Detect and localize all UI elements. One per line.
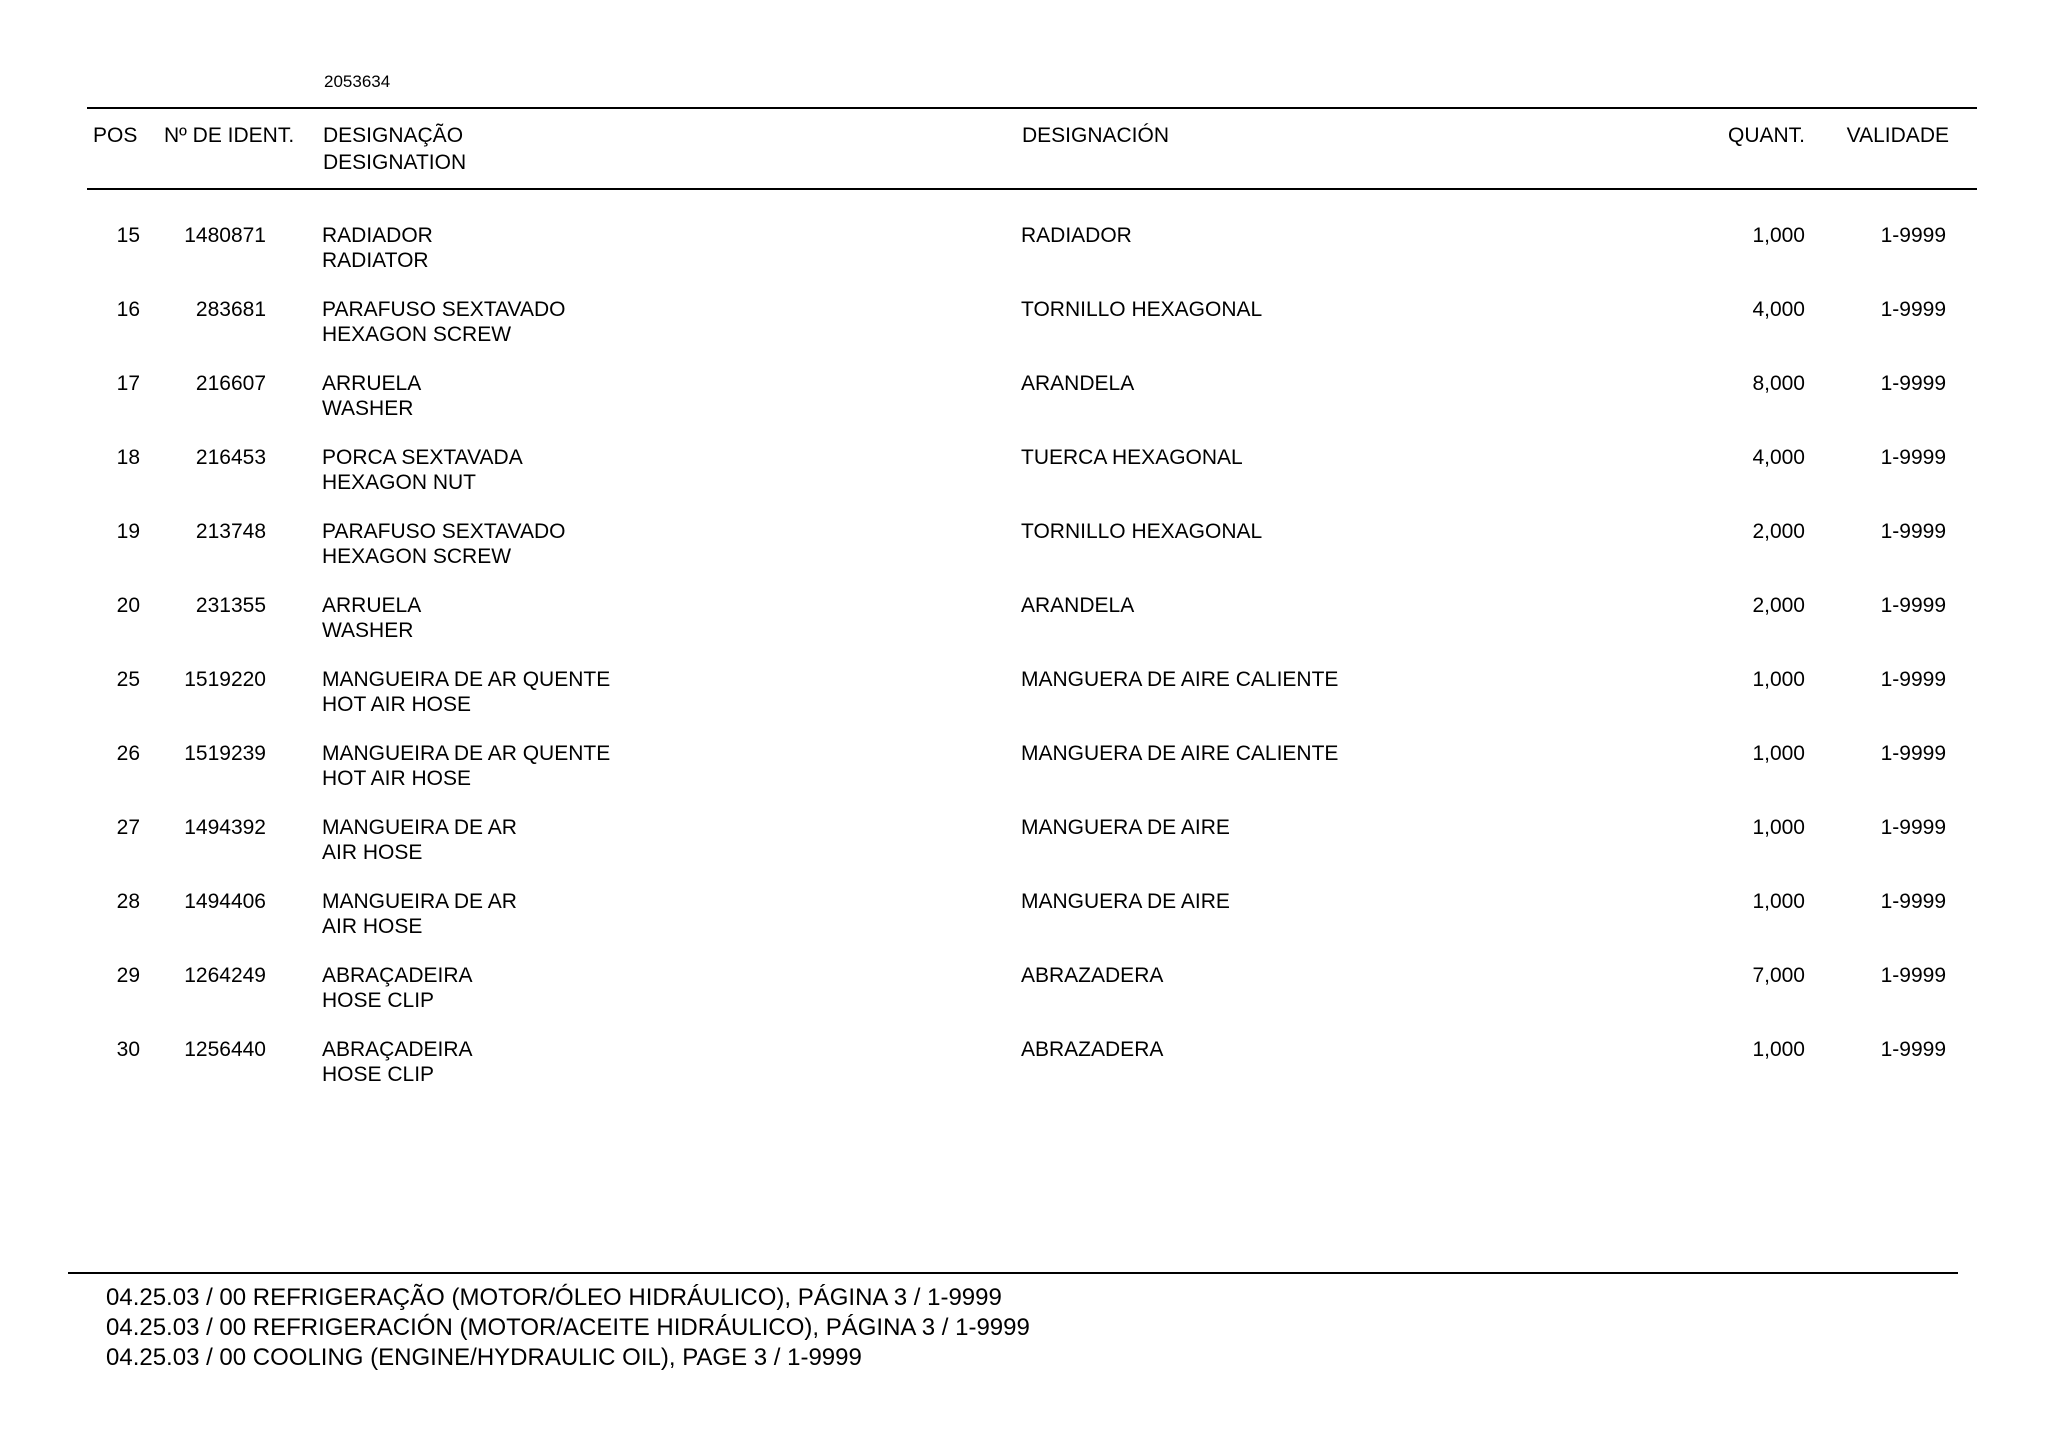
row-pos: 16	[116, 298, 140, 321]
row-pos: 25	[116, 668, 140, 691]
row-ident: 231355	[195, 594, 266, 617]
row-designation-es: MANGUERA DE AIRE CALIENTE	[1021, 742, 1339, 765]
row-quantity: 2,000	[1752, 594, 1805, 617]
row-ident: 1256440	[184, 1038, 266, 1061]
row-ident: 1519220	[184, 668, 266, 691]
column-header-pos: POS	[93, 124, 138, 147]
row-designation-es: RADIADOR	[1021, 224, 1132, 247]
header-bottom-rule	[87, 188, 1977, 190]
table-row	[0, 741, 2048, 815]
row-designation	[322, 1037, 473, 1087]
row-designation-pt: ARRUELA	[322, 594, 422, 617]
column-header-quantity: QUANT.	[1727, 124, 1805, 147]
row-quantity: 8,000	[1752, 372, 1805, 395]
header-top-rule	[87, 107, 1977, 109]
row-designation	[322, 297, 566, 347]
table-row	[0, 223, 2048, 297]
table-row	[0, 519, 2048, 593]
row-designation-es: ARANDELA	[1021, 594, 1135, 617]
row-validity: 1-9999	[1880, 816, 1946, 839]
row-ident: 216607	[195, 372, 266, 395]
row-designation-pt: ARRUELA	[322, 372, 422, 395]
row-validity: 1-9999	[1880, 964, 1946, 987]
table-row	[0, 1037, 2048, 1111]
row-pos: 28	[116, 890, 140, 913]
row-designation-en: WASHER	[322, 397, 414, 420]
row-designation-es: TUERCA HEXAGONAL	[1021, 446, 1243, 469]
row-designation-pt: RADIADOR	[322, 224, 433, 247]
row-validity: 1-9999	[1880, 668, 1946, 691]
row-designation	[322, 371, 421, 421]
footer-line-en: 04.25.03 / 00 COOLING (ENGINE/HYDRAULIC OIL), PAGE 3 / 1-9999	[106, 1344, 862, 1371]
row-validity: 1-9999	[1880, 594, 1946, 617]
row-designation-en: WASHER	[322, 619, 414, 642]
row-designation-pt: ABRAÇADEIRA	[322, 964, 473, 987]
footer-rule	[68, 1272, 1958, 1274]
row-quantity: 1,000	[1752, 1038, 1805, 1061]
row-designation-es: MANGUERA DE AIRE	[1021, 890, 1230, 913]
row-designation-pt: MANGUEIRA DE AR QUENTE	[322, 742, 611, 765]
column-header-designation	[323, 122, 466, 176]
table-row	[0, 889, 2048, 963]
column-header-designation-es: DESIGNACIÓN	[1022, 124, 1170, 147]
table-row	[0, 593, 2048, 667]
row-designation-pt: PARAFUSO SEXTAVADO	[322, 520, 566, 543]
row-ident: 1494406	[184, 890, 266, 913]
page-footer	[106, 1283, 1030, 1373]
row-pos: 17	[116, 372, 140, 395]
table-row	[0, 667, 2048, 741]
row-quantity: 1,000	[1752, 668, 1805, 691]
column-header-ident: Nº DE IDENT.	[164, 124, 295, 147]
row-pos: 15	[116, 224, 140, 247]
row-designation	[322, 445, 523, 495]
row-validity: 1-9999	[1880, 372, 1946, 395]
row-quantity: 1,000	[1752, 224, 1805, 247]
row-designation	[322, 667, 610, 717]
column-header-designation-pt: DESIGNAÇÃO	[323, 124, 464, 147]
row-designation-es: TORNILLO HEXAGONAL	[1021, 520, 1263, 543]
row-pos: 26	[116, 742, 140, 765]
row-ident: 216453	[195, 446, 266, 469]
table-row	[0, 815, 2048, 889]
row-pos: 18	[116, 446, 140, 469]
row-ident: 283681	[195, 298, 266, 321]
row-validity: 1-9999	[1880, 298, 1946, 321]
row-designation-es: MANGUERA DE AIRE CALIENTE	[1021, 668, 1339, 691]
row-designation-pt: MANGUEIRA DE AR	[322, 816, 517, 839]
row-designation-en: HOSE CLIP	[322, 989, 435, 1012]
footer-line-es: 04.25.03 / 00 REFRIGERACIÓN (MOTOR/ACEITE HIDRÁULICO), PÁGINA 3 / 1-9999	[106, 1314, 1030, 1341]
row-quantity: 4,000	[1752, 446, 1805, 469]
row-quantity: 2,000	[1752, 520, 1805, 543]
row-designation-pt: MANGUEIRA DE AR	[322, 890, 517, 913]
row-validity: 1-9999	[1880, 742, 1946, 765]
row-designation-en: HOT AIR HOSE	[322, 767, 471, 790]
row-designation	[322, 741, 610, 791]
row-designation-pt: PORCA SEXTAVADA	[322, 446, 523, 469]
row-designation-en: RADIATOR	[322, 249, 429, 272]
row-ident: 213748	[195, 520, 266, 543]
row-pos: 27	[116, 816, 140, 839]
row-designation-es: ABRAZADERA	[1021, 964, 1164, 987]
row-ident: 1494392	[184, 816, 266, 839]
row-pos: 30	[116, 1038, 140, 1061]
row-designation-en: HEXAGON SCREW	[322, 323, 512, 346]
row-designation-pt: ABRAÇADEIRA	[322, 1038, 473, 1061]
row-ident: 1264249	[184, 964, 266, 987]
row-designation-pt: MANGUEIRA DE AR QUENTE	[322, 668, 611, 691]
row-designation-es: MANGUERA DE AIRE	[1021, 816, 1230, 839]
row-quantity: 1,000	[1752, 890, 1805, 913]
row-validity: 1-9999	[1880, 224, 1946, 247]
row-designation-es: ABRAZADERA	[1021, 1038, 1164, 1061]
column-header-designation-en: DESIGNATION	[323, 151, 467, 174]
row-quantity: 1,000	[1752, 742, 1805, 765]
row-designation-pt: PARAFUSO SEXTAVADO	[322, 298, 566, 321]
row-designation	[322, 223, 433, 273]
table-row	[0, 963, 2048, 1037]
row-quantity: 4,000	[1752, 298, 1805, 321]
column-header-validity: VALIDADE	[1846, 124, 1949, 147]
row-designation-en: HOSE CLIP	[322, 1063, 435, 1086]
row-designation-en: HEXAGON NUT	[322, 471, 477, 494]
row-designation	[322, 519, 566, 569]
parts-table-body	[0, 223, 2048, 1111]
row-validity: 1-9999	[1880, 890, 1946, 913]
row-designation	[322, 815, 517, 865]
row-designation-en: AIR HOSE	[322, 915, 423, 938]
row-pos: 20	[116, 594, 140, 617]
row-ident: 1519239	[184, 742, 266, 765]
table-row	[0, 371, 2048, 445]
row-ident: 1480871	[184, 224, 266, 247]
row-pos: 29	[116, 964, 140, 987]
footer-line-pt: 04.25.03 / 00 REFRIGERAÇÃO (MOTOR/ÓLEO HIDRÁULICO), PÁGINA 3 / 1-9999	[106, 1284, 1002, 1311]
row-quantity: 1,000	[1752, 816, 1805, 839]
row-validity: 1-9999	[1880, 520, 1946, 543]
table-row	[0, 297, 2048, 371]
row-validity: 1-9999	[1880, 1038, 1946, 1061]
row-designation	[322, 889, 517, 939]
row-designation-en: AIR HOSE	[322, 841, 423, 864]
row-designation-es: ARANDELA	[1021, 372, 1135, 395]
table-row	[0, 445, 2048, 519]
document-number: 2053634	[324, 72, 391, 91]
row-quantity: 7,000	[1752, 964, 1805, 987]
row-designation-en: HOT AIR HOSE	[322, 693, 471, 716]
row-designation	[322, 963, 473, 1013]
row-designation-en: HEXAGON SCREW	[322, 545, 512, 568]
row-designation-es: TORNILLO HEXAGONAL	[1021, 298, 1263, 321]
row-validity: 1-9999	[1880, 446, 1946, 469]
row-pos: 19	[116, 520, 140, 543]
row-designation	[322, 593, 421, 643]
